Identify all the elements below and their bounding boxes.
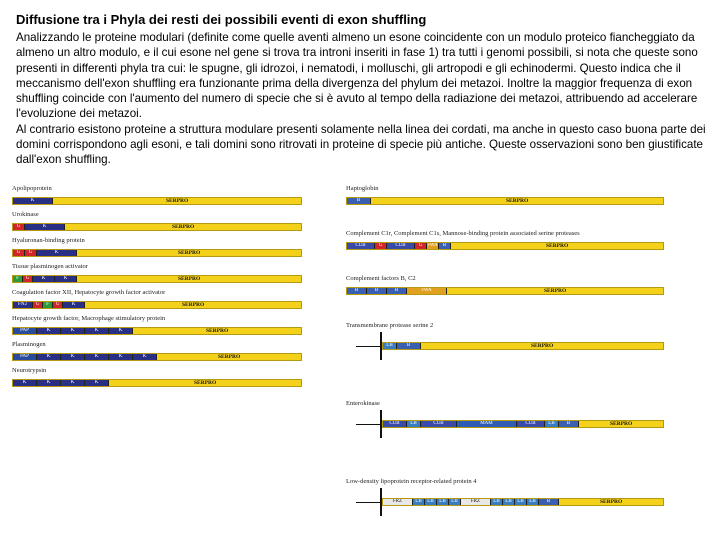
serpro-label: SERPRO xyxy=(600,499,623,505)
domain-segment: K xyxy=(85,354,109,360)
protein-label: Low-density lipoprotein receptor-related protein 4 xyxy=(346,478,477,485)
domain-segment: F xyxy=(43,302,53,308)
domain-segment: LB xyxy=(407,421,421,427)
domain-segment: G xyxy=(33,302,43,308)
body-text xyxy=(16,30,716,168)
domain-segment: MAM xyxy=(457,421,517,427)
domain-segment: K xyxy=(133,354,157,360)
domain-segment: CUB xyxy=(421,421,457,427)
domain-segment: LB xyxy=(383,343,397,349)
protein-track xyxy=(12,197,302,205)
serpro-label: SERPRO xyxy=(194,380,217,386)
serpro-label: SERPRO xyxy=(182,302,205,308)
domain-segment: B xyxy=(559,421,579,427)
protein-label: Hyaluronan-binding protein xyxy=(12,237,85,244)
protein-label: Haptoglobin xyxy=(346,185,379,192)
domain-segment: K xyxy=(61,380,85,386)
serpro-label: SERPRO xyxy=(206,328,229,334)
domain-segment: FRZ xyxy=(383,499,413,505)
domain-segment: G xyxy=(13,224,25,230)
domain-segment: K xyxy=(63,302,85,308)
domain-segment: K xyxy=(13,380,37,386)
domain-segment: CUB xyxy=(383,421,407,427)
membrane-anchor xyxy=(380,332,382,360)
domain-segment: B xyxy=(347,198,371,204)
protein-label: Complement factors B, C2 xyxy=(346,275,416,282)
membrane-anchor xyxy=(380,410,382,438)
domain-segment: K xyxy=(61,328,85,334)
protein-track xyxy=(346,197,664,205)
domain-segment: vWA xyxy=(407,288,447,294)
domain-segment: K xyxy=(25,224,65,230)
domain-segment: LB xyxy=(503,499,515,505)
protein-track xyxy=(382,342,664,350)
domain-segment: K xyxy=(37,328,61,334)
domain-segment: LB xyxy=(545,421,559,427)
domain-segment: B xyxy=(539,499,559,505)
serpro-label: SERPRO xyxy=(218,354,241,360)
serpro-label: SERPRO xyxy=(178,250,201,256)
domain-segment: LB xyxy=(413,499,425,505)
protein-label: Tissue plasminogen activator xyxy=(12,263,88,270)
protein-label: Apolipoprotein xyxy=(12,185,52,192)
domain-segment: K xyxy=(37,250,77,256)
serpro-label: SERPRO xyxy=(610,421,633,427)
protein-label: Neurotrypsin xyxy=(12,367,47,374)
domain-segment: B xyxy=(397,343,421,349)
domain-segment: CUB xyxy=(517,421,545,427)
protein-track xyxy=(382,420,664,428)
serpro-label: SERPRO xyxy=(166,198,189,204)
protein-track xyxy=(382,498,664,506)
domain-segment: CUB xyxy=(347,243,375,249)
serpro-label: SERPRO xyxy=(178,276,201,282)
domain-segment: G xyxy=(375,243,387,249)
domain-segment: B xyxy=(347,288,367,294)
domain-segment: K xyxy=(109,328,133,334)
membrane-stalk xyxy=(356,346,382,347)
page-title: Diffusione tra i Phyla dei resti dei possibili eventi di exon shuffling xyxy=(16,12,427,27)
domain-segment: K xyxy=(13,198,53,204)
protein-track xyxy=(12,327,302,335)
domain-segment: LB xyxy=(425,499,437,505)
domain-segment: FRZ xyxy=(461,499,491,505)
protein-label: Complement C1r, Complement C1s, Mannose-binding protein associated serine proteases xyxy=(346,230,580,237)
domain-segment: PAP xyxy=(13,328,37,334)
domain-segment: FN2 xyxy=(13,302,33,308)
domain-segment: LB xyxy=(449,499,461,505)
domain-segment: K xyxy=(55,276,77,282)
serpro-label: SERPRO xyxy=(172,224,195,230)
domain-segment: LB xyxy=(491,499,503,505)
domain-segment: K xyxy=(109,354,133,360)
membrane-anchor xyxy=(380,488,382,516)
protein-track xyxy=(12,353,302,361)
domain-segment: B xyxy=(367,288,387,294)
domain-segment: F xyxy=(13,276,23,282)
domain-segment: G xyxy=(13,250,25,256)
domain-segment: G xyxy=(53,302,63,308)
serpro-label: SERPRO xyxy=(546,243,569,249)
domain-segment: LB xyxy=(515,499,527,505)
domain-segment: CUB xyxy=(387,243,415,249)
protein-track xyxy=(346,287,664,295)
domain-segment: K xyxy=(85,380,109,386)
protein-track xyxy=(346,242,664,250)
domain-segment: G xyxy=(23,276,33,282)
protein-label: Plasminogen xyxy=(12,341,46,348)
protein-label: Hepatocyte growth factor, Macrophage stimulatory protein xyxy=(12,315,166,322)
domain-segment: LB xyxy=(527,499,539,505)
domain-segment: K xyxy=(33,276,55,282)
domain-segment: G xyxy=(25,250,37,256)
domain-segment: K xyxy=(61,354,85,360)
protein-track xyxy=(12,275,302,283)
domain-segment: K xyxy=(37,380,61,386)
domain-segment: B xyxy=(387,288,407,294)
domain-segment: G xyxy=(415,243,427,249)
paragraph-1: Analizzando le proteine modulari (definite come quelle aventi almeno un esone coincidente con un modulo proteico fiancheggiato da almeno un altro modulo, e il cui esone nel gene si trova tra introni inseriti in fase 1) tra tutti i genomi possibili, si nota che queste sono presenti in differenti phyla tra cui: le spugne, gli idrozoi, i nematodi, i molluschi, gli artropodi e gli echinodermi. Questo indica che il meccanismo dell'exon shuffling era funzionante prima della divergenza del phylum dei metazoi. Inoltre la maggior frequenza di exon shuffling coincide con l'aumento del numero di specie che si è avuto al tempo della radiazione dei metazoi, attribuendo ad accelerare l'evoluzione dei metazoi. xyxy=(16,31,698,121)
protein-track xyxy=(12,301,302,309)
domain-segment: PAP xyxy=(13,354,37,360)
protein-label: Transmembrane protease serine 2 xyxy=(346,322,434,329)
domain-segment: K xyxy=(85,328,109,334)
protein-track xyxy=(12,223,302,231)
domain-segment: vWA xyxy=(427,243,438,248)
protein-label: Urokinase xyxy=(12,211,39,218)
protein-label: Enterokinase xyxy=(346,400,380,407)
serpro-label: SERPRO xyxy=(506,198,529,204)
protein-label: Coagulation factor XII, Hepatocyte growth factor activator xyxy=(12,289,166,296)
paragraph-2: Al contrario esistono proteine a struttura modulare presenti solamente nella linea dei cordati, ma anche in questo caso buona parte dei domini corrispondono agli esoni, e tali domini sono ritrovati in proteine di specie più antiche. Queste osservazioni sono ben giustificate dall'exon shuffling. xyxy=(16,122,706,167)
domain-segment: LB xyxy=(437,499,449,505)
domain-segment: K xyxy=(37,354,61,360)
serpro-label: SERPRO xyxy=(531,343,554,349)
domain-segment: B xyxy=(439,243,451,249)
protein-track xyxy=(12,379,302,387)
membrane-stalk xyxy=(356,502,382,503)
protein-track xyxy=(12,249,302,257)
serpro-label: SERPRO xyxy=(544,288,567,294)
membrane-stalk xyxy=(356,424,382,425)
